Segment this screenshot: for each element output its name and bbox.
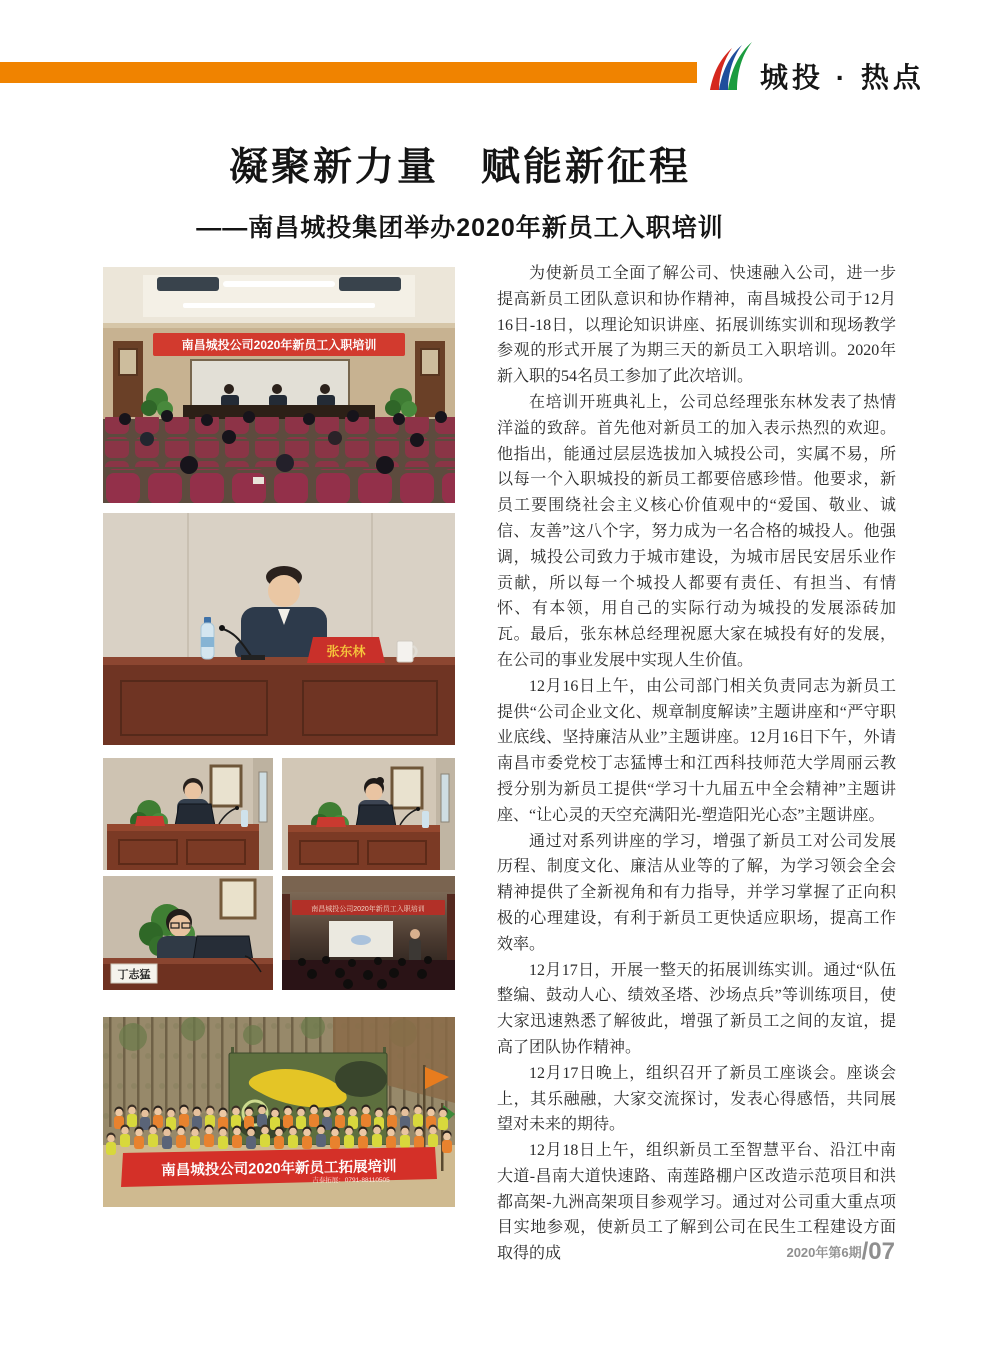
photo-lecture-2	[282, 758, 455, 870]
nameplate-text: 丁志猛	[117, 969, 151, 981]
issue-label: 2020年第6期	[786, 1245, 862, 1260]
paragraph-4: 通过对系列讲座的学习，增强了新员工对公司发展历程、制度文化、廉洁从业等的了解，为学习领会全会精神提供了全新视角和有力指导，并学习掌握了正向积极的心理建设，有利于新员工更快适应职场，提高工作效率。	[497, 832, 896, 953]
paragraph-5: 12月17日，开展一整天的拓展训练实训。通过“队伍整编、鼓动人心、绩效圣塔、沙场点兵”等训练项目，使大家迅速熟悉了解彼此，增强了新员工之间的友谊，提高了团队协作精神。	[497, 961, 896, 1056]
header-accent-bar	[0, 62, 697, 83]
conference-banner-text: 南昌城投公司2020年新员工入职培训	[181, 338, 377, 352]
photo-lecture-hall	[282, 876, 455, 990]
photo-lecture-dingzhimeng	[103, 876, 273, 990]
paragraph-2: 在培训开班典礼上，公司总经理张东林发表了热情洋溢的致辞。首先他对新员工的加入表示热烈的欢迎。他指出，能通过层层选拔加入城投公司，实属不易，所以每一个入职城投的新员工都要倍感珍惜。他要求，新员工要围绕社会主义核心价值观中的“爱国、敬业、诚信、友善”这八个字，努力成为一名合格的城投人。他强调，城投公司致力于城市建设，为城市居民安居乐业作贡献，所以每一个城投人都要有责任、有担当、有情怀、有本领，用自己的实际行动为城投的发展添砖加瓦。最后，张东林总经理祝愿大家在城投有好的发展，在公司的事业发展中实现人生价值。	[497, 393, 896, 669]
lecturer-face	[366, 784, 383, 801]
paragraph-6: 12月17日晚上，组织召开了新员工座谈会。座谈会上，其乐融融，大家交流探讨，发表心得感悟，共同展望对未来的期待。	[497, 1064, 896, 1134]
speaker-face	[268, 575, 300, 607]
page-number: /07	[861, 1238, 895, 1265]
paragraph-3: 12月16日上午，由公司部门相关负责同志为新员工提供“公司企业文化、规章制度解读”主题讲座和“严守职业底线、坚持廉洁从业”主题讲座。12月16日下午，外请南昌市委党校丁志猛博士和江西科技师范大学周丽云教授分别为新员工提供“学习十九届五中全会精神”主题讲座、“让心灵的天空充满阳光-塑造阳光心态”主题讲座。	[497, 677, 896, 824]
presenter	[410, 929, 420, 939]
outdoor-banner-text: 南昌城投公司2020年新员工拓展培训	[161, 1158, 397, 1180]
ceiling-vent	[339, 277, 401, 291]
title-block	[0, 136, 920, 244]
nameplate	[135, 816, 165, 826]
rostrum-desk	[103, 665, 455, 745]
wall-frame	[221, 880, 255, 918]
chengtou-logo-icon	[706, 42, 754, 92]
paragraph-1: 为使新员工全面了解公司、快速融入公司，进一步提高新员工团队意识和协作精神，南昌城投公司于12月16日-18日，以理论知识讲座、拓展训练实训和现场教学参观的形式开展了为期三天的新员工入职培训。2020年新入职的54名员工参加了此次培训。	[497, 265, 896, 386]
photo-opening-ceremony	[103, 267, 455, 503]
page-footer	[786, 1238, 895, 1266]
nameplate	[316, 817, 346, 827]
outdoor-banner-subtext: 吉泰拓展：0791-88110505	[312, 1177, 390, 1184]
photo-lecture-1	[103, 758, 273, 870]
photo-outdoor-group	[103, 1017, 455, 1207]
paragraph-7: 12月18日上午，组织新员工至智慧平台、沿江中南大道-昌南大道快速路、南莲路棚户区改造示范项目和洪都高架-九洲高架项目参观学习。通过对公司重大重点项目实地参观，使新员工了解到公司在民生工程建设方面取得的成	[497, 1142, 896, 1263]
lecturer-face	[169, 915, 191, 937]
article-title: 凝聚新力量 赋能新征程	[228, 146, 691, 189]
wall-frame	[211, 766, 241, 806]
tea-mug	[397, 641, 413, 662]
article-body	[497, 261, 896, 1267]
section-label: 城投 · 热点	[760, 62, 925, 93]
laptop	[175, 804, 215, 826]
wall-frame	[392, 768, 422, 808]
photo-speaker-zhangdonglin	[103, 513, 455, 745]
lecturer-face	[185, 783, 202, 800]
article-subtitle: ——南昌城投集团举办2020年新员工入职培训	[196, 214, 724, 242]
ceiling-vent	[157, 277, 219, 291]
laptop	[356, 805, 396, 827]
nameplate-text: 张东林	[326, 644, 366, 659]
hall-banner-text: 南昌城投公司2020年新员工入职培训	[311, 906, 425, 913]
